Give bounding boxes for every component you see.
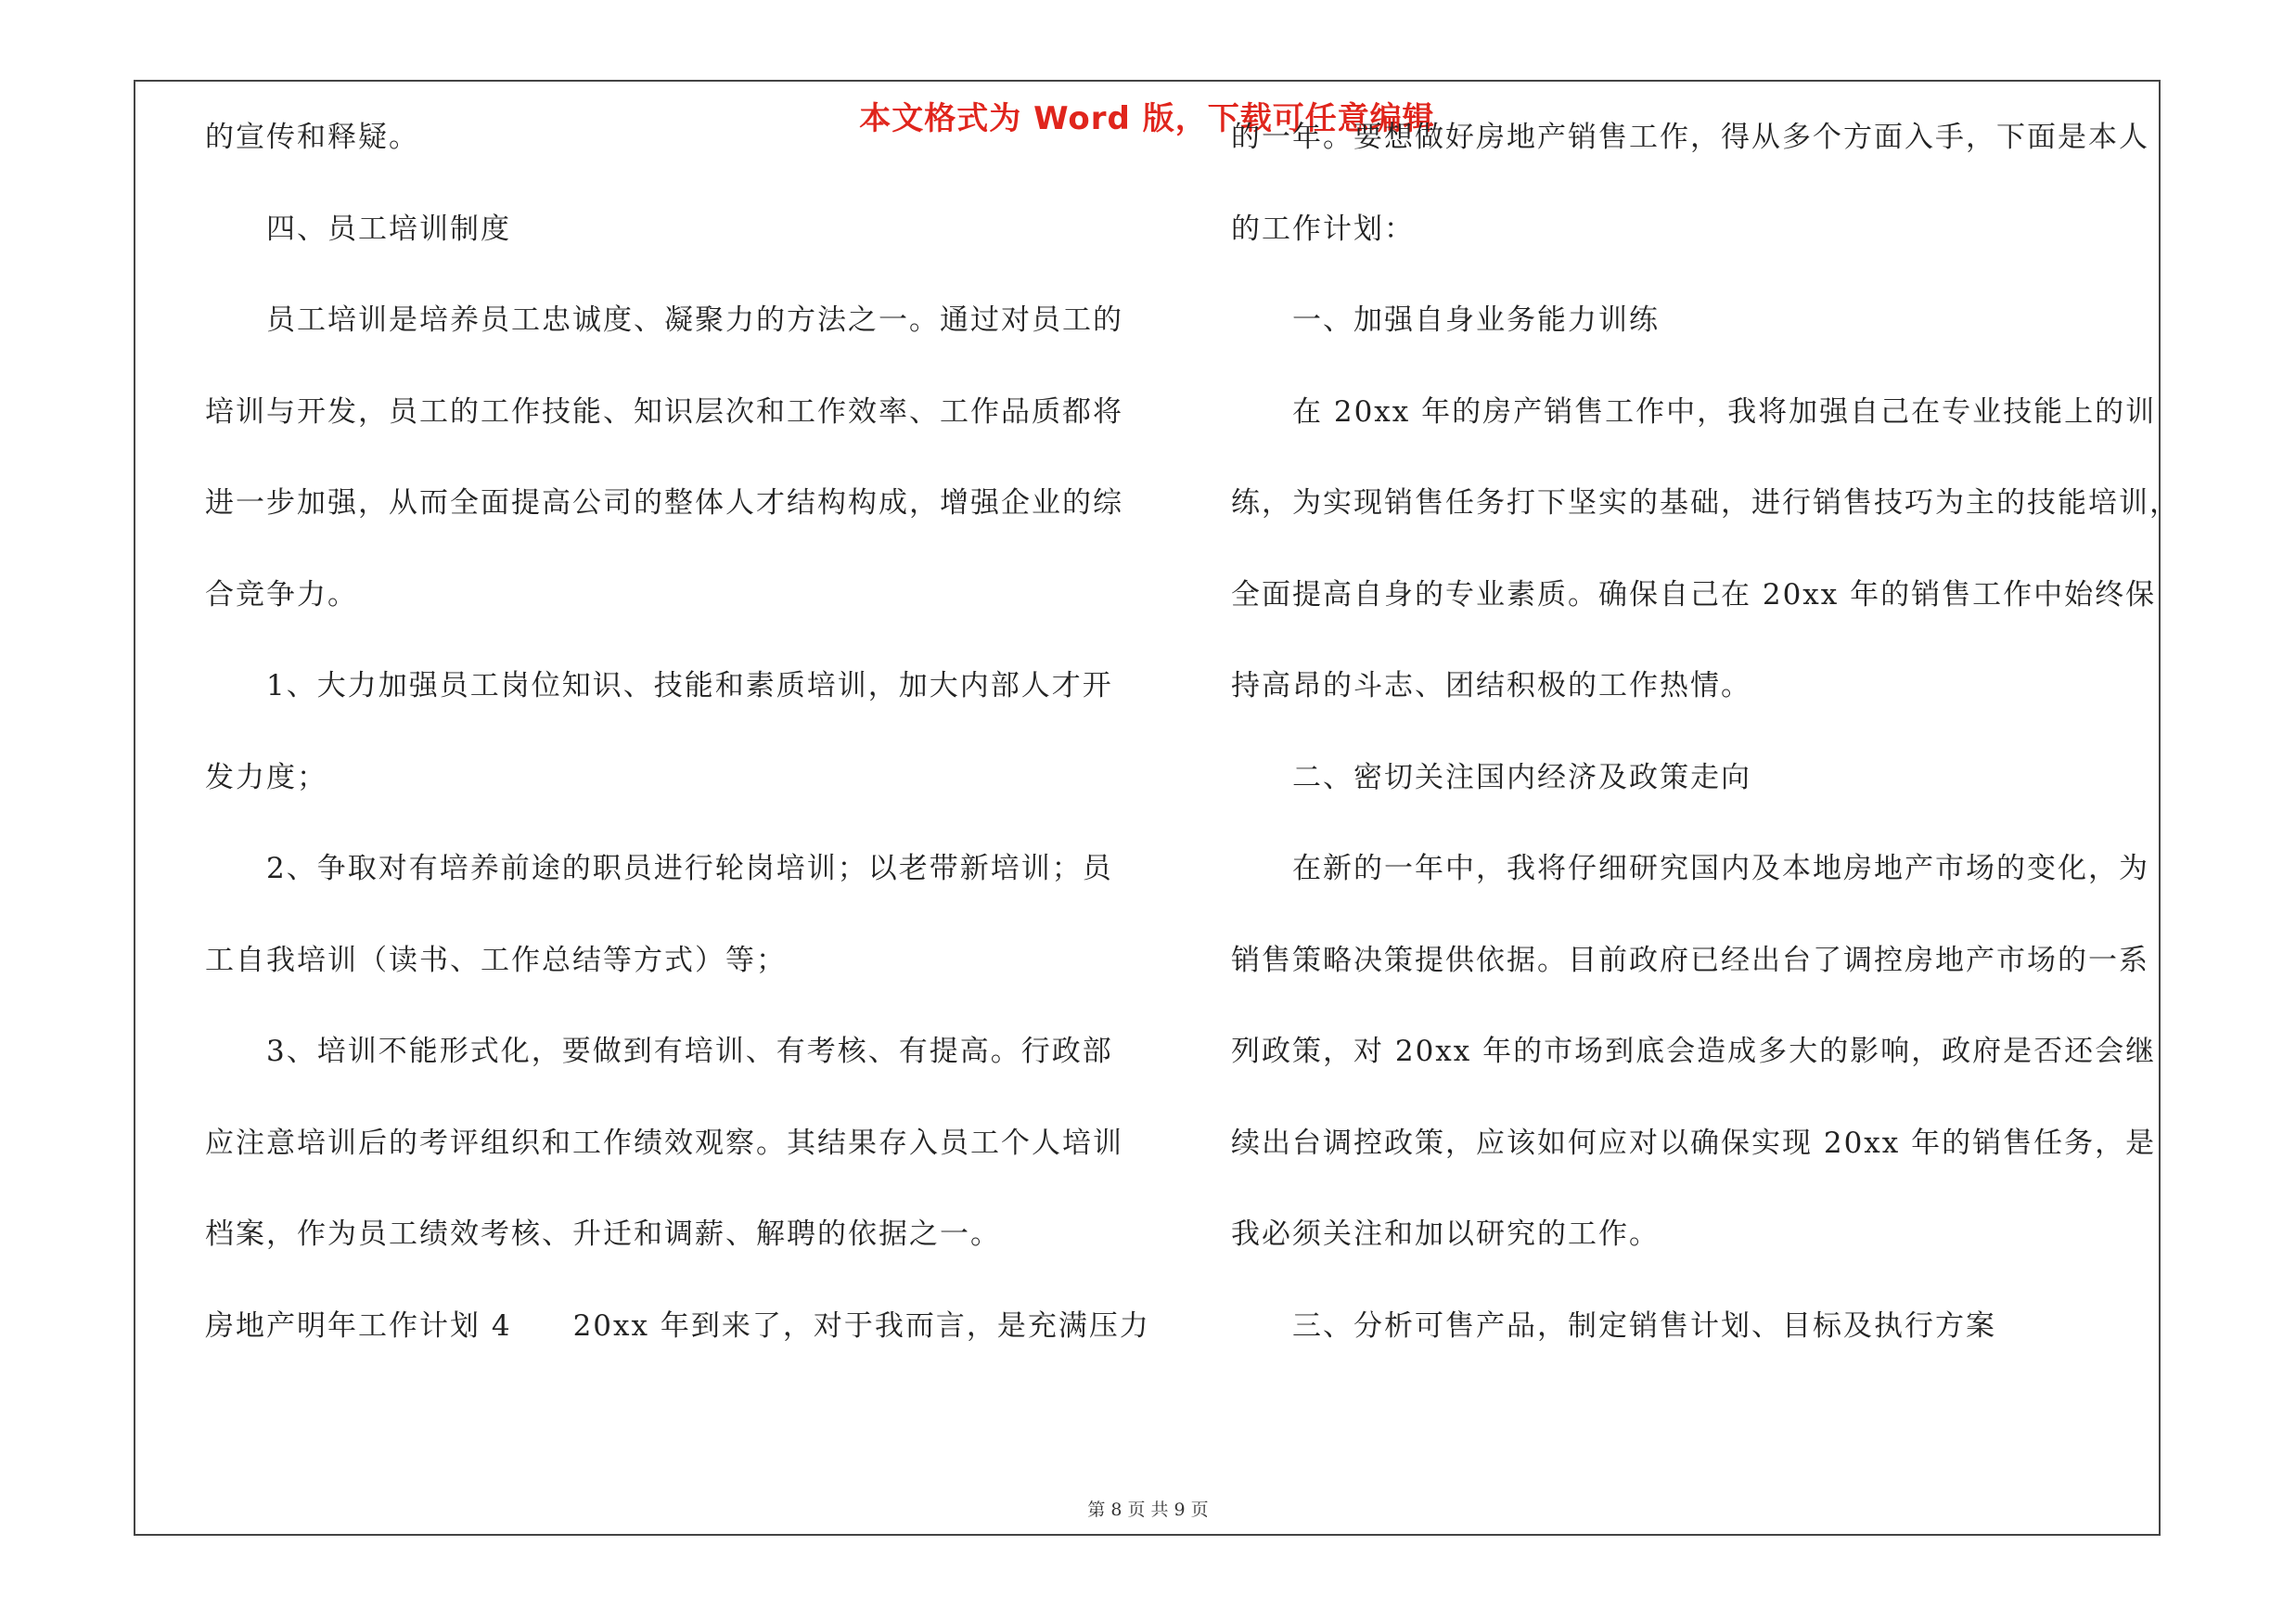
paragraph-line: 二、密切关注国内经济及政策走向 (1292, 760, 1751, 794)
paragraph-line: 的一年。要想做好房地产销售工作，得从多个方面入手，下面是本人 (1231, 121, 2149, 154)
paragraph-line: 一、加强自身业务能力训练 (1292, 303, 1660, 337)
paragraph-line: 持高昂的斗志、团结积极的工作热情。 (1231, 669, 1751, 702)
paragraph-line: 在新的一年中，我将仔细研究国内及本地房地产市场的变化，为 (1292, 852, 2149, 885)
paragraph-line: 列政策，对 20xx 年的市场到底会造成多大的影响，政府是否还会继 (1231, 1035, 2157, 1068)
paragraph-line: 3、培训不能形式化，要做到有培训、有考核、有提高。行政部 (266, 1035, 1113, 1068)
paragraph-line: 的宣传和释疑。 (205, 121, 419, 154)
paragraph-line: 续出台调控政策，应该如何应对以确保实现 20xx 年的销售任务，是 (1231, 1126, 2157, 1160)
paragraph-line: 在 20xx 年的房产销售工作中，我将加强自己在专业技能上的训 (1292, 394, 2157, 429)
paragraph-line: 练，为实现销售任务打下坚实的基础，进行销售技巧为主的技能培训， (1231, 486, 2180, 520)
paragraph-line: 应注意培训后的考评组织和工作绩效观察。其结果存入员工个人培训 (205, 1126, 1123, 1160)
page-number-footer: 第 8 页 共 9 页 (1087, 1500, 1209, 1520)
paragraph-line: 的工作计划： (1231, 212, 1415, 246)
paragraph-line: 我必须关注和加以研究的工作。 (1231, 1217, 1660, 1251)
paragraph-line: 进一步加强，从而全面提高公司的整体人才结构构成，增强企业的综 (205, 486, 1123, 520)
header-banner: 本文格式为 Word 版，下载可任意编辑 (859, 100, 1435, 137)
paragraph-line: 发力度； (205, 760, 327, 794)
paragraph-line: 2、争取对有培养前途的职员进行轮岗培训；以老带新培训；员 (266, 852, 1113, 885)
paragraph-line: 房地产明年工作计划 4 20xx 年到来了，对于我而言，是充满压力 (205, 1308, 1150, 1343)
paragraph-line: 销售策略决策提供依据。目前政府已经出台了调控房地产市场的一系 (1231, 943, 2149, 977)
paragraph-line: 1、大力加强员工岗位知识、技能和素质培训，加大内部人才开 (266, 669, 1113, 702)
paragraph-line: 全面提高自身的专业素质。确保自己在 20xx 年的销售工作中始终保 (1231, 577, 2157, 612)
paragraph-line: 三、分析可售产品，制定销售计划、目标及执行方案 (1292, 1308, 1996, 1343)
paragraph-line: 培训与开发，员工的工作技能、知识层次和工作效率、工作品质都将 (205, 394, 1123, 429)
paragraph-line: 合竞争力。 (205, 577, 358, 612)
paragraph-line: 档案，作为员工绩效考核、升迁和调薪、解聘的依据之一。 (205, 1217, 1001, 1251)
paragraph-line: 四、员工培训制度 (266, 212, 511, 246)
paragraph-line: 员工培训是培养员工忠诚度、凝聚力的方法之一。通过对员工的 (266, 303, 1123, 337)
paragraph-line: 工自我培训（读书、工作总结等方式）等； (205, 943, 787, 977)
